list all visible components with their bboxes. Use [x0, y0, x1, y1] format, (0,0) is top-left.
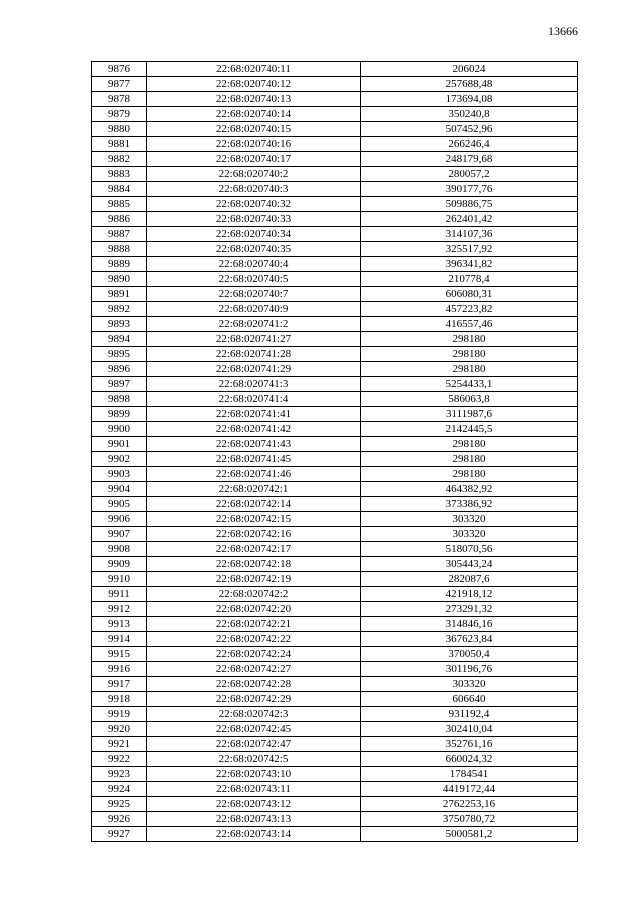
row-number-cell: 9902 — [92, 452, 147, 467]
table-row — [92, 572, 578, 587]
table-row — [92, 212, 578, 227]
value-cell: 314107,36 — [361, 227, 578, 242]
cadastral-number-cell: 22:68:020740:5 — [147, 272, 361, 287]
value-cell: 282087,6 — [361, 572, 578, 587]
cadastral-number-cell: 22:68:020740:12 — [147, 77, 361, 92]
value-cell: 273291,32 — [361, 602, 578, 617]
value-cell: 518070,56 — [361, 542, 578, 557]
table-row — [92, 752, 578, 767]
row-number-cell: 9921 — [92, 737, 147, 752]
table-row — [92, 512, 578, 527]
table-row — [92, 272, 578, 287]
table-row — [92, 107, 578, 122]
row-number-cell: 9907 — [92, 527, 147, 542]
cadastral-number-cell: 22:68:020742:22 — [147, 632, 361, 647]
value-cell: 266246,4 — [361, 137, 578, 152]
row-number-cell: 9927 — [92, 827, 147, 842]
table-row — [92, 632, 578, 647]
value-cell: 298180 — [361, 362, 578, 377]
value-cell: 373386,92 — [361, 497, 578, 512]
cadastral-value-table — [91, 61, 578, 842]
value-cell: 396341,82 — [361, 257, 578, 272]
row-number-cell: 9899 — [92, 407, 147, 422]
value-cell: 5254433,1 — [361, 377, 578, 392]
cadastral-number-cell: 22:68:020740:11 — [147, 62, 361, 77]
value-cell: 303320 — [361, 527, 578, 542]
value-cell: 660024,32 — [361, 752, 578, 767]
cadastral-number-cell: 22:68:020740:32 — [147, 197, 361, 212]
value-cell: 507452,96 — [361, 122, 578, 137]
page-number: 13666 — [548, 24, 578, 38]
value-cell: 303320 — [361, 677, 578, 692]
table-row — [92, 92, 578, 107]
row-number-cell: 9909 — [92, 557, 147, 572]
cadastral-number-cell: 22:68:020743:11 — [147, 782, 361, 797]
row-number-cell: 9888 — [92, 242, 147, 257]
table-row — [92, 497, 578, 512]
table-row — [92, 452, 578, 467]
value-cell: 509886,75 — [361, 197, 578, 212]
row-number-cell: 9910 — [92, 572, 147, 587]
cadastral-number-cell: 22:68:020741:2 — [147, 317, 361, 332]
row-number-cell: 9887 — [92, 227, 147, 242]
row-number-cell: 9896 — [92, 362, 147, 377]
cadastral-number-cell: 22:68:020742:5 — [147, 752, 361, 767]
table-row — [92, 137, 578, 152]
table-row — [92, 482, 578, 497]
table-row — [92, 257, 578, 272]
value-cell: 206024 — [361, 62, 578, 77]
row-number-cell: 9889 — [92, 257, 147, 272]
value-cell: 352761,16 — [361, 737, 578, 752]
table-row — [92, 647, 578, 662]
table-row — [92, 167, 578, 182]
value-cell: 305443,24 — [361, 557, 578, 572]
table-row — [92, 377, 578, 392]
value-cell: 367623,84 — [361, 632, 578, 647]
value-cell: 298180 — [361, 332, 578, 347]
cadastral-number-cell: 22:68:020740:4 — [147, 257, 361, 272]
row-number-cell: 9894 — [92, 332, 147, 347]
row-number-cell: 9897 — [92, 377, 147, 392]
cadastral-number-cell: 22:68:020740:3 — [147, 182, 361, 197]
row-number-cell: 9917 — [92, 677, 147, 692]
row-number-cell: 9911 — [92, 587, 147, 602]
cadastral-number-cell: 22:68:020743:12 — [147, 797, 361, 812]
row-number-cell: 9905 — [92, 497, 147, 512]
cadastral-number-cell: 22:68:020740:13 — [147, 92, 361, 107]
value-cell: 931192,4 — [361, 707, 578, 722]
cadastral-number-cell: 22:68:020740:16 — [147, 137, 361, 152]
table-row — [92, 617, 578, 632]
cadastral-number-cell: 22:68:020742:27 — [147, 662, 361, 677]
cadastral-number-cell: 22:68:020740:9 — [147, 302, 361, 317]
table-row — [92, 557, 578, 572]
value-cell: 3750780,72 — [361, 812, 578, 827]
table-row — [92, 182, 578, 197]
table-row — [92, 347, 578, 362]
table-row — [92, 722, 578, 737]
cadastral-number-cell: 22:68:020741:42 — [147, 422, 361, 437]
row-number-cell: 9906 — [92, 512, 147, 527]
row-number-cell: 9926 — [92, 812, 147, 827]
row-number-cell: 9919 — [92, 707, 147, 722]
cadastral-number-cell: 22:68:020743:14 — [147, 827, 361, 842]
row-number-cell: 9882 — [92, 152, 147, 167]
value-cell: 298180 — [361, 467, 578, 482]
table-row — [92, 602, 578, 617]
value-cell: 606080,31 — [361, 287, 578, 302]
cadastral-number-cell: 22:68:020740:14 — [147, 107, 361, 122]
table-row — [92, 407, 578, 422]
table-row — [92, 527, 578, 542]
cadastral-number-cell: 22:68:020742:45 — [147, 722, 361, 737]
value-cell: 301196,76 — [361, 662, 578, 677]
value-cell: 298180 — [361, 347, 578, 362]
row-number-cell: 9924 — [92, 782, 147, 797]
value-cell: 416557,46 — [361, 317, 578, 332]
cadastral-number-cell: 22:68:020742:16 — [147, 527, 361, 542]
cadastral-number-cell: 22:68:020740:34 — [147, 227, 361, 242]
table-row — [92, 317, 578, 332]
cadastral-number-cell: 22:68:020741:28 — [147, 347, 361, 362]
table-row — [92, 542, 578, 557]
cadastral-number-cell: 22:68:020740:2 — [147, 167, 361, 182]
row-number-cell: 9892 — [92, 302, 147, 317]
cadastral-number-cell: 22:68:020742:21 — [147, 617, 361, 632]
value-cell: 257688,48 — [361, 77, 578, 92]
cadastral-number-cell: 22:68:020741:46 — [147, 467, 361, 482]
row-number-cell: 9918 — [92, 692, 147, 707]
row-number-cell: 9885 — [92, 197, 147, 212]
value-cell: 302410,04 — [361, 722, 578, 737]
value-cell: 248179,68 — [361, 152, 578, 167]
row-number-cell: 9925 — [92, 797, 147, 812]
row-number-cell: 9893 — [92, 317, 147, 332]
value-cell: 298180 — [361, 437, 578, 452]
value-cell: 173694,08 — [361, 92, 578, 107]
table-row — [92, 437, 578, 452]
row-number-cell: 9920 — [92, 722, 147, 737]
row-number-cell: 9904 — [92, 482, 147, 497]
row-number-cell: 9916 — [92, 662, 147, 677]
table-row — [92, 122, 578, 137]
row-number-cell: 9915 — [92, 647, 147, 662]
row-number-cell: 9900 — [92, 422, 147, 437]
row-number-cell: 9891 — [92, 287, 147, 302]
table-row — [92, 392, 578, 407]
table-row — [92, 692, 578, 707]
row-number-cell: 9883 — [92, 167, 147, 182]
table-row — [92, 242, 578, 257]
table-row — [92, 362, 578, 377]
row-number-cell: 9881 — [92, 137, 147, 152]
row-number-cell: 9878 — [92, 92, 147, 107]
row-number-cell: 9895 — [92, 347, 147, 362]
row-number-cell: 9898 — [92, 392, 147, 407]
cadastral-number-cell: 22:68:020742:15 — [147, 512, 361, 527]
value-cell: 210778,4 — [361, 272, 578, 287]
table-row — [92, 812, 578, 827]
row-number-cell: 9922 — [92, 752, 147, 767]
row-number-cell: 9890 — [92, 272, 147, 287]
row-number-cell: 9923 — [92, 767, 147, 782]
value-cell: 421918,12 — [361, 587, 578, 602]
cadastral-number-cell: 22:68:020742:17 — [147, 542, 361, 557]
table-row — [92, 77, 578, 92]
value-cell: 3111987,6 — [361, 407, 578, 422]
table-row — [92, 587, 578, 602]
cadastral-number-cell: 22:68:020741:29 — [147, 362, 361, 377]
cadastral-number-cell: 22:68:020741:45 — [147, 452, 361, 467]
cadastral-number-cell: 22:68:020740:35 — [147, 242, 361, 257]
cadastral-number-cell: 22:68:020740:15 — [147, 122, 361, 137]
cadastral-number-cell: 22:68:020742:3 — [147, 707, 361, 722]
table-body — [92, 62, 578, 842]
row-number-cell: 9879 — [92, 107, 147, 122]
value-cell: 350240,8 — [361, 107, 578, 122]
cadastral-number-cell: 22:68:020740:7 — [147, 287, 361, 302]
value-cell: 390177,76 — [361, 182, 578, 197]
table-row — [92, 782, 578, 797]
cadastral-number-cell: 22:68:020741:41 — [147, 407, 361, 422]
cadastral-number-cell: 22:68:020742:24 — [147, 647, 361, 662]
table-row — [92, 422, 578, 437]
cadastral-number-cell: 22:68:020742:47 — [147, 737, 361, 752]
row-number-cell: 9914 — [92, 632, 147, 647]
table-row — [92, 302, 578, 317]
row-number-cell: 9886 — [92, 212, 147, 227]
table-row — [92, 332, 578, 347]
value-cell: 606640 — [361, 692, 578, 707]
cadastral-number-cell: 22:68:020742:19 — [147, 572, 361, 587]
value-cell: 262401,42 — [361, 212, 578, 227]
value-cell: 2762253,16 — [361, 797, 578, 812]
table-row — [92, 827, 578, 842]
cadastral-number-cell: 22:68:020741:27 — [147, 332, 361, 347]
table-row — [92, 467, 578, 482]
cadastral-number-cell: 22:68:020743:13 — [147, 812, 361, 827]
value-cell: 586063,8 — [361, 392, 578, 407]
row-number-cell: 9901 — [92, 437, 147, 452]
table-row — [92, 707, 578, 722]
row-number-cell: 9913 — [92, 617, 147, 632]
row-number-cell: 9880 — [92, 122, 147, 137]
value-cell: 314846,16 — [361, 617, 578, 632]
table-row — [92, 767, 578, 782]
row-number-cell: 9876 — [92, 62, 147, 77]
row-number-cell: 9884 — [92, 182, 147, 197]
cadastral-number-cell: 22:68:020741:3 — [147, 377, 361, 392]
value-cell: 4419172,44 — [361, 782, 578, 797]
table-row — [92, 797, 578, 812]
table-row — [92, 737, 578, 752]
cadastral-number-cell: 22:68:020742:28 — [147, 677, 361, 692]
value-cell: 325517,92 — [361, 242, 578, 257]
cadastral-number-cell: 22:68:020742:18 — [147, 557, 361, 572]
table-row — [92, 227, 578, 242]
cadastral-number-cell: 22:68:020740:17 — [147, 152, 361, 167]
cadastral-number-cell: 22:68:020741:4 — [147, 392, 361, 407]
row-number-cell: 9877 — [92, 77, 147, 92]
cadastral-number-cell: 22:68:020742:1 — [147, 482, 361, 497]
table-row — [92, 662, 578, 677]
cadastral-number-cell: 22:68:020741:43 — [147, 437, 361, 452]
value-cell: 1784541 — [361, 767, 578, 782]
value-cell: 464382,92 — [361, 482, 578, 497]
cadastral-number-cell: 22:68:020742:20 — [147, 602, 361, 617]
cadastral-number-cell: 22:68:020742:2 — [147, 587, 361, 602]
value-cell: 298180 — [361, 452, 578, 467]
table-row — [92, 197, 578, 212]
row-number-cell: 9912 — [92, 602, 147, 617]
value-cell: 370050,4 — [361, 647, 578, 662]
table-row — [92, 677, 578, 692]
value-cell: 457223,82 — [361, 302, 578, 317]
value-cell: 2142445,5 — [361, 422, 578, 437]
value-cell: 303320 — [361, 512, 578, 527]
value-cell: 5000581,2 — [361, 827, 578, 842]
row-number-cell: 9903 — [92, 467, 147, 482]
table-row — [92, 287, 578, 302]
table-row — [92, 62, 578, 77]
cadastral-number-cell: 22:68:020742:14 — [147, 497, 361, 512]
row-number-cell: 9908 — [92, 542, 147, 557]
cadastral-number-cell: 22:68:020742:29 — [147, 692, 361, 707]
cadastral-number-cell: 22:68:020743:10 — [147, 767, 361, 782]
value-cell: 280057,2 — [361, 167, 578, 182]
table-row — [92, 152, 578, 167]
cadastral-number-cell: 22:68:020740:33 — [147, 212, 361, 227]
